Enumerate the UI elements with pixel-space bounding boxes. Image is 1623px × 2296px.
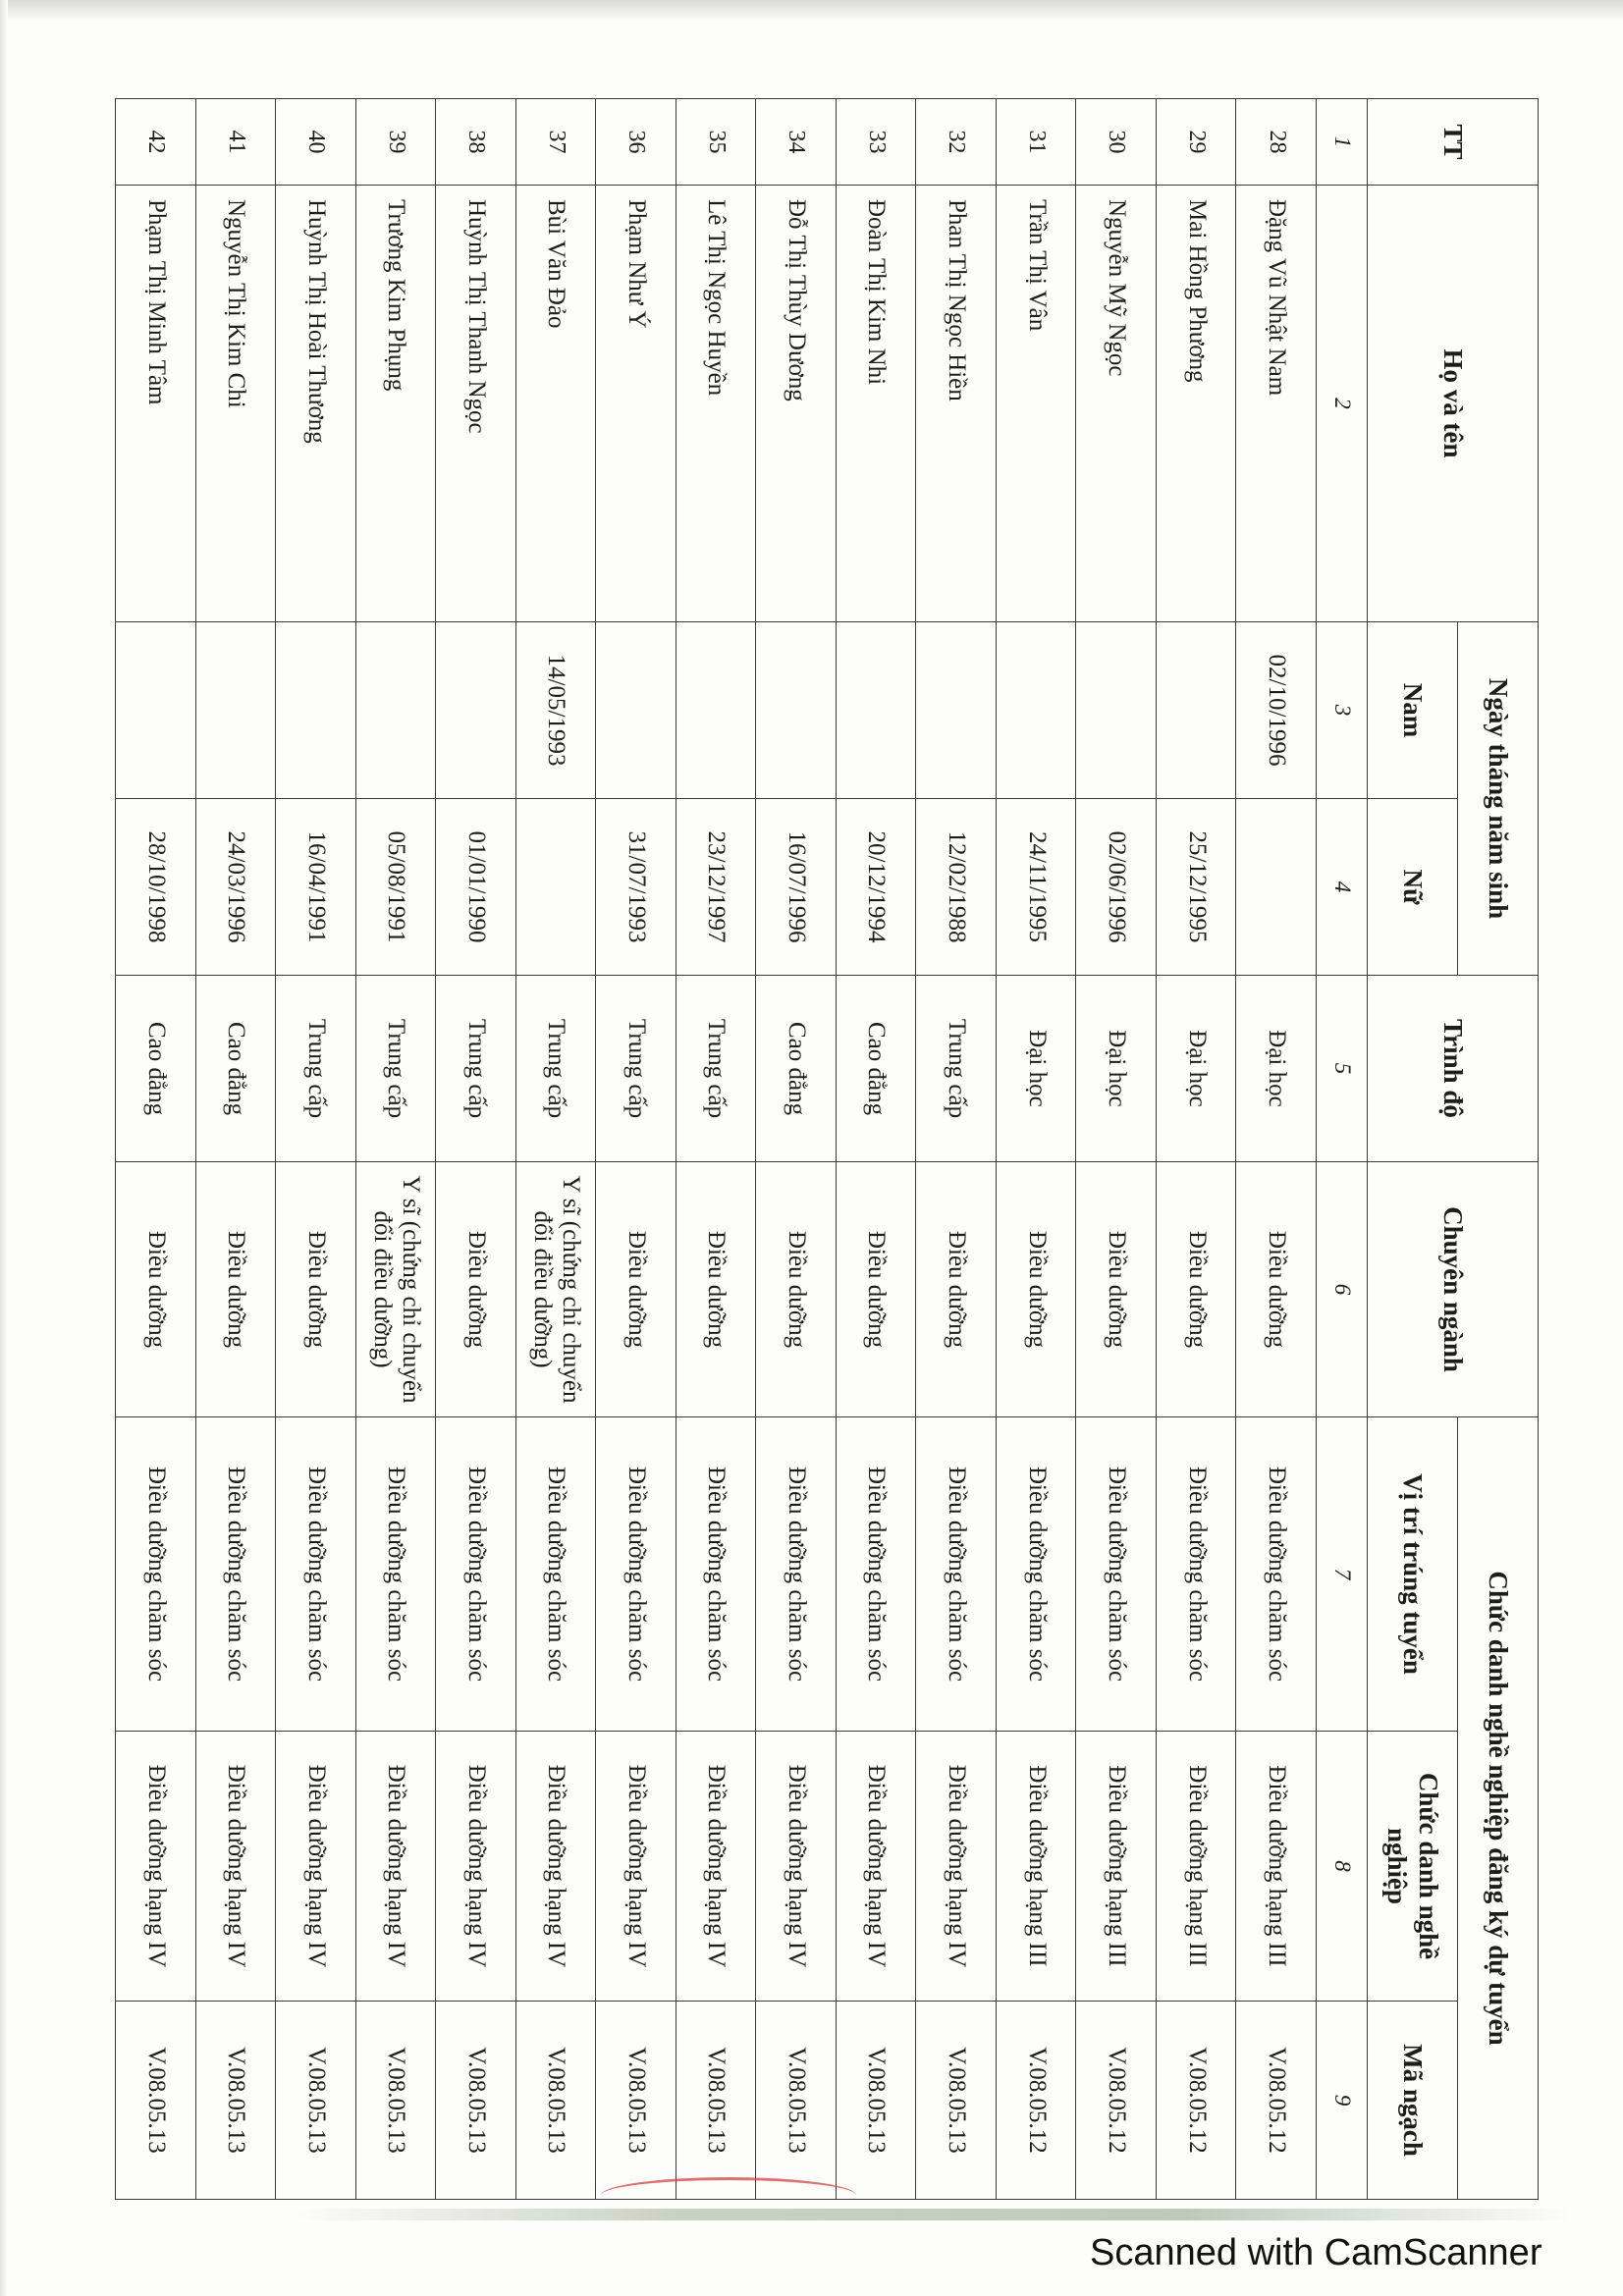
table-row <box>1156 99 1236 2200</box>
row-level: Cao đẳng <box>195 976 276 1162</box>
header-code: Mã ngạch <box>1368 2002 1458 2200</box>
row-major: Y sĩ (chứng chỉ chuyển đổi điều dưỡng) <box>515 1162 596 1417</box>
row-position: Điều dưỡng chăm sóc <box>1156 1417 1236 1732</box>
row-tt: 32 <box>916 99 997 186</box>
index-cell: 9 <box>1317 2002 1368 2200</box>
row-dob-male <box>355 622 436 799</box>
row-dob-male <box>116 622 196 799</box>
row-major: Điều dưỡng <box>1156 1162 1236 1417</box>
row-position: Điều dưỡng chăm sóc <box>1076 1417 1157 1732</box>
table-row <box>436 99 516 2200</box>
row-code: V.08.05.13 <box>515 2002 596 2200</box>
row-name: Phan Thị Ngọc Hiền <box>916 186 997 622</box>
row-position: Điều dưỡng chăm sóc <box>515 1417 596 1732</box>
row-code: V.08.05.13 <box>195 2002 276 2200</box>
row-major: Điều dưỡng <box>836 1162 916 1417</box>
row-name: Mai Hồng Phương <box>1156 186 1236 622</box>
row-dob-male <box>756 622 837 799</box>
row-name: Huỳnh Thị Hoài Thương <box>276 186 356 622</box>
row-level: Đại học <box>1076 976 1157 1162</box>
row-dob-male: 02/10/1996 <box>1236 622 1317 799</box>
row-dob-female: 12/02/1988 <box>916 799 997 976</box>
table-row <box>195 99 276 2200</box>
row-tt: 28 <box>1236 99 1317 186</box>
row-tt: 40 <box>276 99 356 186</box>
row-code: V.08.05.12 <box>996 2002 1076 2200</box>
table-row <box>355 99 436 2200</box>
row-code: V.08.05.13 <box>355 2002 436 2200</box>
row-code: V.08.05.13 <box>836 2002 916 2200</box>
row-level: Cao đẳng <box>116 976 196 1162</box>
header-female: Nữ <box>1368 799 1458 976</box>
row-level: Trung cấp <box>515 976 596 1162</box>
row-code: V.08.05.13 <box>276 2002 356 2200</box>
row-level: Cao đẳng <box>836 976 916 1162</box>
index-cell: 2 <box>1317 186 1368 622</box>
row-code: V.08.05.12 <box>1236 2002 1317 2200</box>
table-row <box>916 99 997 2200</box>
row-dob-male: 14/05/1993 <box>515 622 596 799</box>
row-major: Điều dưỡng <box>195 1162 276 1417</box>
row-position: Điều dưỡng chăm sóc <box>436 1417 516 1732</box>
index-cell: 1 <box>1317 99 1368 186</box>
table-row <box>676 99 756 2200</box>
row-title: Điều dưỡng hạng III <box>1156 1732 1236 2002</box>
header-row-1 <box>1458 99 1539 2200</box>
table-row <box>756 99 837 2200</box>
header-level: Trình độ <box>1368 976 1539 1162</box>
index-cell: 4 <box>1317 799 1368 976</box>
table-row <box>515 99 596 2200</box>
row-dob-male <box>996 622 1076 799</box>
row-position: Điều dưỡng chăm sóc <box>916 1417 997 1732</box>
index-cell: 5 <box>1317 976 1368 1162</box>
row-dob-female: 28/10/1998 <box>116 799 196 976</box>
row-title: Điều dưỡng hạng IV <box>916 1732 997 2002</box>
row-major: Điều dưỡng <box>116 1162 196 1417</box>
row-dob-female: 02/06/1996 <box>1076 799 1157 976</box>
row-major: Điều dưỡng <box>276 1162 356 1417</box>
row-title: Điều dưỡng hạng IV <box>436 1732 516 2002</box>
row-dob-male <box>1076 622 1157 799</box>
row-level: Trung cấp <box>436 976 516 1162</box>
row-major: Điều dưỡng <box>756 1162 837 1417</box>
table-row <box>116 99 196 2200</box>
row-dob-male <box>676 622 756 799</box>
row-name: Trương Kim Phụng <box>355 186 436 622</box>
index-cell: 8 <box>1317 1732 1368 2002</box>
row-level: Trung cấp <box>355 976 436 1162</box>
row-title: Điều dưỡng hạng III <box>996 1732 1076 2002</box>
row-major: Điều dưỡng <box>916 1162 997 1417</box>
row-dob-male <box>1156 622 1236 799</box>
row-name: Lê Thị Ngọc Huyền <box>676 186 756 622</box>
header-position-group: Chức danh nghề nghiệp đăng ký dự tuyển <box>1458 1417 1539 2200</box>
row-tt: 42 <box>116 99 196 186</box>
row-code: V.08.05.12 <box>1156 2002 1236 2200</box>
row-level: Cao đẳng <box>756 976 837 1162</box>
row-position: Điều dưỡng chăm sóc <box>195 1417 276 1732</box>
row-major: Điều dưỡng <box>1236 1162 1317 1417</box>
row-code: V.08.05.13 <box>596 2002 676 2200</box>
row-dob-female: 16/04/1991 <box>276 799 356 976</box>
table-row <box>1076 99 1157 2200</box>
row-name: Phạm Thị Minh Tâm <box>116 186 196 622</box>
header-name: Họ và tên <box>1368 186 1539 622</box>
row-name: Đỗ Thị Thùy Dương <box>756 186 837 622</box>
header-tt: TT <box>1368 99 1539 186</box>
row-dob-female: 24/03/1996 <box>195 799 276 976</box>
row-title: Điều dưỡng hạng IV <box>515 1732 596 2002</box>
row-tt: 36 <box>596 99 676 186</box>
row-position: Điều dưỡng chăm sóc <box>355 1417 436 1732</box>
table-body <box>116 99 1368 2200</box>
row-tt: 31 <box>996 99 1076 186</box>
row-title: Điều dưỡng hạng IV <box>195 1732 276 2002</box>
row-title: Điều dưỡng hạng IV <box>676 1732 756 2002</box>
row-position: Điều dưỡng chăm sóc <box>756 1417 837 1732</box>
row-dob-male <box>436 622 516 799</box>
row-name: Nguyễn Mỹ Ngọc <box>1076 186 1157 622</box>
row-dob-male <box>836 622 916 799</box>
row-tt: 30 <box>1076 99 1157 186</box>
row-tt: 39 <box>355 99 436 186</box>
row-position: Điều dưỡng chăm sóc <box>996 1417 1076 1732</box>
header-position: Vị trí trúng tuyển <box>1368 1417 1458 1732</box>
row-dob-female <box>515 799 596 976</box>
row-title: Điều dưỡng hạng III <box>1076 1732 1157 2002</box>
index-cell: 3 <box>1317 622 1368 799</box>
row-position: Điều dưỡng chăm sóc <box>276 1417 356 1732</box>
row-major: Điều dưỡng <box>596 1162 676 1417</box>
row-dob-male <box>916 622 997 799</box>
row-position: Điều dưỡng chăm sóc <box>596 1417 676 1732</box>
row-dob-male <box>195 622 276 799</box>
row-dob-female: 20/12/1994 <box>836 799 916 976</box>
table-row <box>836 99 916 2200</box>
row-code: V.08.05.13 <box>436 2002 516 2200</box>
row-title: Điều dưỡng hạng IV <box>116 1732 196 2002</box>
row-title: Điều dưỡng hạng IV <box>355 1732 436 2002</box>
row-dob-female: 25/12/1995 <box>1156 799 1236 976</box>
row-dob-female: 23/12/1997 <box>676 799 756 976</box>
row-tt: 35 <box>676 99 756 186</box>
header-major: Chuyên ngành <box>1368 1162 1539 1417</box>
row-level: Đại học <box>1156 976 1236 1162</box>
header-dob: Ngày tháng năm sinh <box>1458 622 1539 976</box>
row-tt: 34 <box>756 99 837 186</box>
row-position: Điều dưỡng chăm sóc <box>1236 1417 1317 1732</box>
row-title: Điều dưỡng hạng IV <box>756 1732 837 2002</box>
row-dob-female: 01/01/1990 <box>436 799 516 976</box>
row-name: Bùi Văn Đảo <box>515 186 596 622</box>
header-title: Chức danh nghề nghiệp <box>1368 1732 1458 2002</box>
column-index-row <box>1317 99 1368 2200</box>
row-code: V.08.05.13 <box>676 2002 756 2200</box>
row-major: Y sĩ (chứng chỉ chuyển đổi điều dưỡng) <box>355 1162 436 1417</box>
row-dob-female <box>1236 799 1317 976</box>
row-title: Điều dưỡng hạng IV <box>836 1732 916 2002</box>
row-code: V.08.05.13 <box>116 2002 196 2200</box>
row-level: Trung cấp <box>276 976 356 1162</box>
index-cell: 6 <box>1317 1162 1368 1417</box>
row-position: Điều dưỡng chăm sóc <box>836 1417 916 1732</box>
row-tt: 41 <box>195 99 276 186</box>
row-level: Trung cấp <box>676 976 756 1162</box>
row-position: Điều dưỡng chăm sóc <box>676 1417 756 1732</box>
row-title: Điều dưỡng hạng IV <box>596 1732 676 2002</box>
rotated-table-wrapper <box>115 98 1539 2199</box>
row-level: Trung cấp <box>916 976 997 1162</box>
row-tt: 37 <box>515 99 596 186</box>
row-title: Điều dưỡng hạng III <box>1236 1732 1317 2002</box>
row-major: Điều dưỡng <box>996 1162 1076 1417</box>
row-dob-male <box>596 622 676 799</box>
row-level: Trung cấp <box>596 976 676 1162</box>
row-dob-female: 16/07/1996 <box>756 799 837 976</box>
table-row <box>996 99 1076 2200</box>
table-row <box>596 99 676 2200</box>
row-code: V.08.05.13 <box>756 2002 837 2200</box>
row-dob-female: 05/08/1991 <box>355 799 436 976</box>
row-title: Điều dưỡng hạng IV <box>276 1732 356 2002</box>
candidate-table <box>115 98 1539 2200</box>
row-dob-male <box>276 622 356 799</box>
row-name: Đặng Vũ Nhật Nam <box>1236 186 1317 622</box>
row-dob-female: 24/11/1995 <box>996 799 1076 976</box>
row-name: Huỳnh Thị Thanh Ngọc <box>436 186 516 622</box>
header-male: Nam <box>1368 622 1458 799</box>
table-row <box>1236 99 1317 2200</box>
row-major: Điều dưỡng <box>1076 1162 1157 1417</box>
row-tt: 33 <box>836 99 916 186</box>
row-code: V.08.05.13 <box>916 2002 997 2200</box>
row-tt: 38 <box>436 99 516 186</box>
camscanner-watermark: Scanned with CamScanner <box>1090 2232 1542 2273</box>
row-name: Phạm Như Ý <box>596 186 676 622</box>
row-position: Điều dưỡng chăm sóc <box>116 1417 196 1732</box>
row-major: Điều dưỡng <box>676 1162 756 1417</box>
row-level: Đại học <box>1236 976 1317 1162</box>
row-level: Đại học <box>996 976 1076 1162</box>
row-name: Đoàn Thị Kim Nhi <box>836 186 916 622</box>
row-code: V.08.05.12 <box>1076 2002 1157 2200</box>
scan-bottom-shadow <box>295 2209 1571 2220</box>
row-name: Nguyễn Thị Kim Chi <box>195 186 276 622</box>
row-dob-female: 31/07/1993 <box>596 799 676 976</box>
index-cell: 7 <box>1317 1417 1368 1732</box>
row-tt: 29 <box>1156 99 1236 186</box>
row-name: Trần Thị Vân <box>996 186 1076 622</box>
row-major: Điều dưỡng <box>436 1162 516 1417</box>
table-row <box>276 99 356 2200</box>
